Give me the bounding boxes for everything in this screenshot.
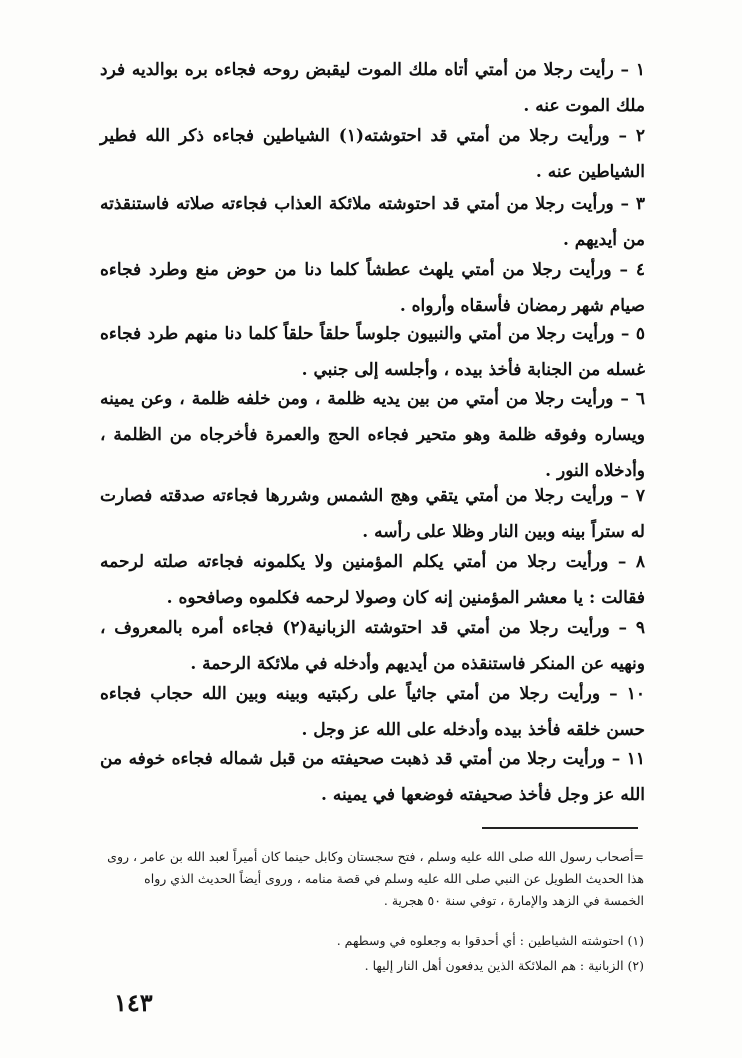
paragraph-1: ١ – رأيت رجلا من أمتي أتاه ملك الموت ليقبض روحه فجاءه بره بوالديه فرد ملك الموت عنه .: [100, 60, 645, 116]
paragraph-2: ٢ – ورأيت رجلا من أمتي قد احتوشته(١) الشياطين فجاءه ذكر الله فطير الشياطين عنه .: [100, 126, 645, 182]
footnote-1: (١) احتوشته الشياطين : أي أحدقوا به وجعلوه في وسطهم .: [336, 933, 644, 948]
paragraph-4: ٤ – ورأيت رجلا من أمتي يلهث عطشاً كلما دنا من حوض منع وطرد فجاءه صيام شهر رمضان فأسقاه وأرواه .: [100, 260, 645, 316]
footnote-2: (٢) الزبانية : هم الملائكة الذين يدفعون أهل النار إليها .: [364, 958, 644, 973]
paragraph-10: ١٠ – ورأيت رجلا من أمتي جاثياً على ركبتيه وبينه وبين الله حجاب فجاءه حسن خلقه فأخذ بيده وأدخله على الله عز وجل .: [100, 684, 645, 740]
footnote-continuation: =أصحاب رسول الله صلى الله عليه وسلم ، فتح سجستان وكابل حينما كان أميراً لعبد الله بن عامر ، روى هذا الحديث الطويل عن النبي صلى الله عليه وسلم في قصة منامه ، وروى أيضاً الحديث الذي رواه الخمسة في الزهد والإمارة ، توفي سنة ٥٠ هجرية .: [107, 849, 644, 908]
paragraph-7: ٧ – ورأيت رجلا من أمتي يتقي وهج الشمس وشررها فجاءته صدقته فصارت له ستراً بينه وبين النار وظلا على رأسه .: [100, 486, 645, 542]
paragraph-9: ٩ – ورأيت رجلا من أمتي قد احتوشته الزبانية(٢) فجاءه أمره بالمعروف ، ونهيه عن المنكر فاستنقذه من أيديهم وأدخله في ملائكة الرحمة .: [100, 618, 645, 674]
paragraph-11: ١١ – ورأيت رجلا من أمتي قد ذهبت صحيفته من قبل شماله فجاءه خوفه من الله عز وجل فأخذ صحيفته فوضعها في يمينه .: [100, 749, 645, 805]
footnote-divider: [482, 827, 638, 829]
paragraph-3: ٣ – ورأيت رجلا من أمتي قد احتوشته ملائكة العذاب فجاءته صلاته فاستنقذته من أيديهم .: [100, 194, 645, 250]
paragraph-6: ٦ – ورأيت رجلا من أمتي من بين يديه ظلمة ، ومن خلفه ظلمة ، وعن يمينه ويساره وفوقه ظلمة وهو متحير فجاءه الحج والعمرة فأخرجاه من الظلمة ، وأدخلاه النور .: [100, 389, 645, 481]
paragraph-5: ٥ – ورأيت رجلا من أمتي والنبيون جلوساً حلقاً حلقاً كلما دنا منهم طرد فجاءه غسله من الجنابة فأخذ بيده ، وأجلسه إلى جنبي .: [100, 324, 645, 380]
page-number: ١٤٣: [114, 988, 153, 1017]
paragraph-8: ٨ – ورأيت رجلا من أمتي يكلم المؤمنين ولا يكلمونه فجاءته صلته لرحمه فقالت : يا معشر المؤمنين إنه كان وصولا لرحمه فكلموه وصافحوه .: [100, 552, 645, 608]
